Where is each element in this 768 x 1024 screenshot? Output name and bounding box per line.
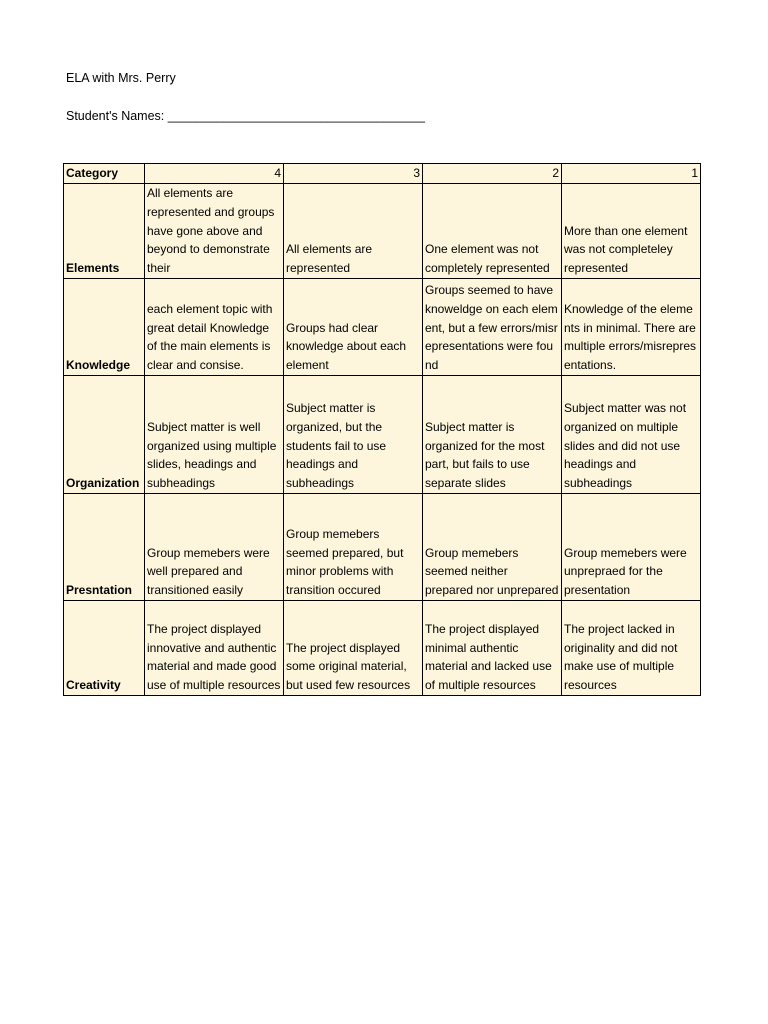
table-row — [64, 184, 701, 279]
table-row — [64, 279, 701, 376]
document-title: ELA with Mrs. Perry — [66, 71, 176, 85]
category-cell: Elements — [64, 184, 145, 279]
rubric-cell: The project lacked in originality and did not make use of multiple resources — [562, 601, 701, 696]
column-header-category: Category — [64, 164, 145, 184]
category-cell: Knowledge — [64, 279, 145, 376]
rubric-cell: The project displayed some original material, but used few resources — [284, 601, 423, 696]
student-names-line: Student's Names: _____________________________________ — [66, 109, 425, 123]
rubric-table — [63, 163, 701, 696]
rubric-cell: Group memebers seemed prepared, but minor problems with transition occured — [284, 494, 423, 601]
rubric-cell: More than one element was not completeley represented — [562, 184, 701, 279]
rubric-cell: Groups had clear knowledge about each element — [284, 279, 423, 376]
category-cell: Presntation — [64, 494, 145, 601]
rubric-cell: Subject matter is organized, but the students fail to use headings and subheadings — [284, 376, 423, 494]
rubric-cell: Group memebers were well prepared and transitioned easily — [145, 494, 284, 601]
column-header-score-1: 1 — [562, 164, 701, 184]
table-row — [64, 601, 701, 696]
rubric-cell: each element topic with great detail Knowledge of the main elements is clear and consise. — [145, 279, 284, 376]
rubric-cell: Subject matter is organized for the most part, but fails to use separate slides — [423, 376, 562, 494]
rubric-cell: Subject matter is well organized using multiple slides, headings and subheadings — [145, 376, 284, 494]
rubric-cell: Group memebers seemed neither prepared nor unprepared — [423, 494, 562, 601]
column-header-score-2: 2 — [423, 164, 562, 184]
rubric-cell: Knowledge of the elements in minimal. There are multiple errors/misrepresentations. — [562, 279, 701, 376]
rubric-cell: The project displayed innovative and authentic material and made good use of multiple resources — [145, 601, 284, 696]
rubric-cell: Subject matter was not organized on multiple slides and did not use headings and subheadings — [562, 376, 701, 494]
rubric-cell: All elements are represented — [284, 184, 423, 279]
category-cell: Organization — [64, 376, 145, 494]
rubric-cell: One element was not completely represented — [423, 184, 562, 279]
column-header-score-4: 4 — [145, 164, 284, 184]
rubric-cell: All elements are represented and groups have gone above and beyond to demonstrate their — [145, 184, 284, 279]
rubric-cell: Group memebers were unprepraed for the presentation — [562, 494, 701, 601]
rubric-cell: Groups seemed to have knoweldge on each element, but a few errors/misrepresentations were found — [423, 279, 562, 376]
table-row — [64, 376, 701, 494]
table-row — [64, 494, 701, 601]
table-header-row — [64, 164, 701, 184]
rubric-cell: The project displayed minimal authentic material and lacked use of multiple resources — [423, 601, 562, 696]
category-cell: Creativity — [64, 601, 145, 696]
column-header-score-3: 3 — [284, 164, 423, 184]
